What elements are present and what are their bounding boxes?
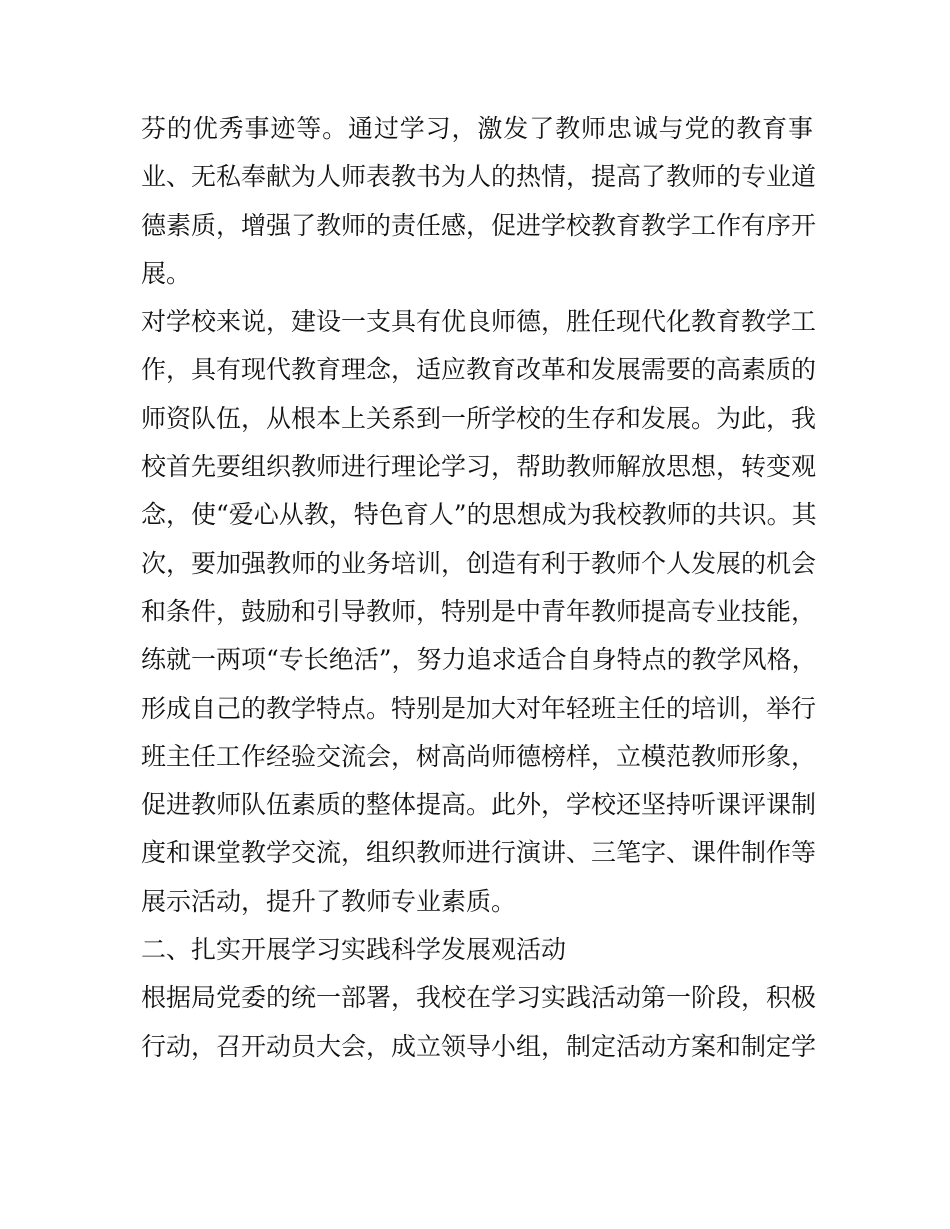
text-line-19: 根据局党委的统一部署，我校在学习实践活动第一阶段，积极	[141, 983, 817, 1013]
text-line-8: 校首先要组织教师进行理论学习，帮助教师解放思想，转变观	[141, 452, 817, 482]
text-line-3: 德素质，增强了教师的责任感，促进学校教育教学工作有序开	[141, 210, 817, 240]
text-line-12: 练就一两项“专长绝活”，努力追求适合自身特点的教学风格，	[141, 645, 817, 675]
text-line-11: 和条件，鼓励和引导教师，特别是中青年教师提高专业技能，	[141, 596, 817, 626]
text-line-20: 行动，召开动员大会，成立领导小组，制定活动方案和制定学	[141, 1031, 817, 1061]
text-line-6: 作，具有现代教育理念，适应教育改革和发展需要的高素质的	[141, 355, 817, 385]
text-line-1: 芬的优秀事迹等。通过学习，激发了教师忠诚与党的教育事	[141, 114, 813, 143]
section-heading: 二、扎实开展学习实践科学发展观活动	[141, 935, 567, 965]
text-line-5: 对学校来说，建设一支具有优良师德，胜任现代化教育教学工	[141, 307, 817, 337]
text-line-16: 度和课堂教学交流，组织教师进行演讲、三笔字、课件制作等	[141, 838, 817, 868]
text-line-4: 展。	[141, 258, 192, 288]
text-line-14: 班主任工作经验交流会，树高尚师德榜样，立模范教师形象，	[141, 741, 817, 771]
text-line-2: 业、无私奉献为人师表教书为人的热情，提高了教师的专业道	[141, 162, 817, 192]
text-line-7: 师资队伍，从根本上关系到一所学校的生存和发展。为此，我	[141, 403, 817, 433]
body-text	[141, 105, 817, 1071]
text-line-17: 展示活动，提升了教师专业素质。	[141, 886, 517, 916]
text-line-13: 形成自己的教学特点。特别是加大对年轻班主任的培训，举行	[141, 693, 817, 723]
text-line-15: 促进教师队伍素质的整体提高。此外，学校还坚持听课评课制	[141, 790, 817, 820]
text-line-9: 念，使“爱心从教，特色育人”的思想成为我校教师的共识。其	[141, 500, 817, 530]
text-line-10: 次，要加强教师的业务培训，创造有利于教师个人发展的机会	[141, 548, 817, 578]
